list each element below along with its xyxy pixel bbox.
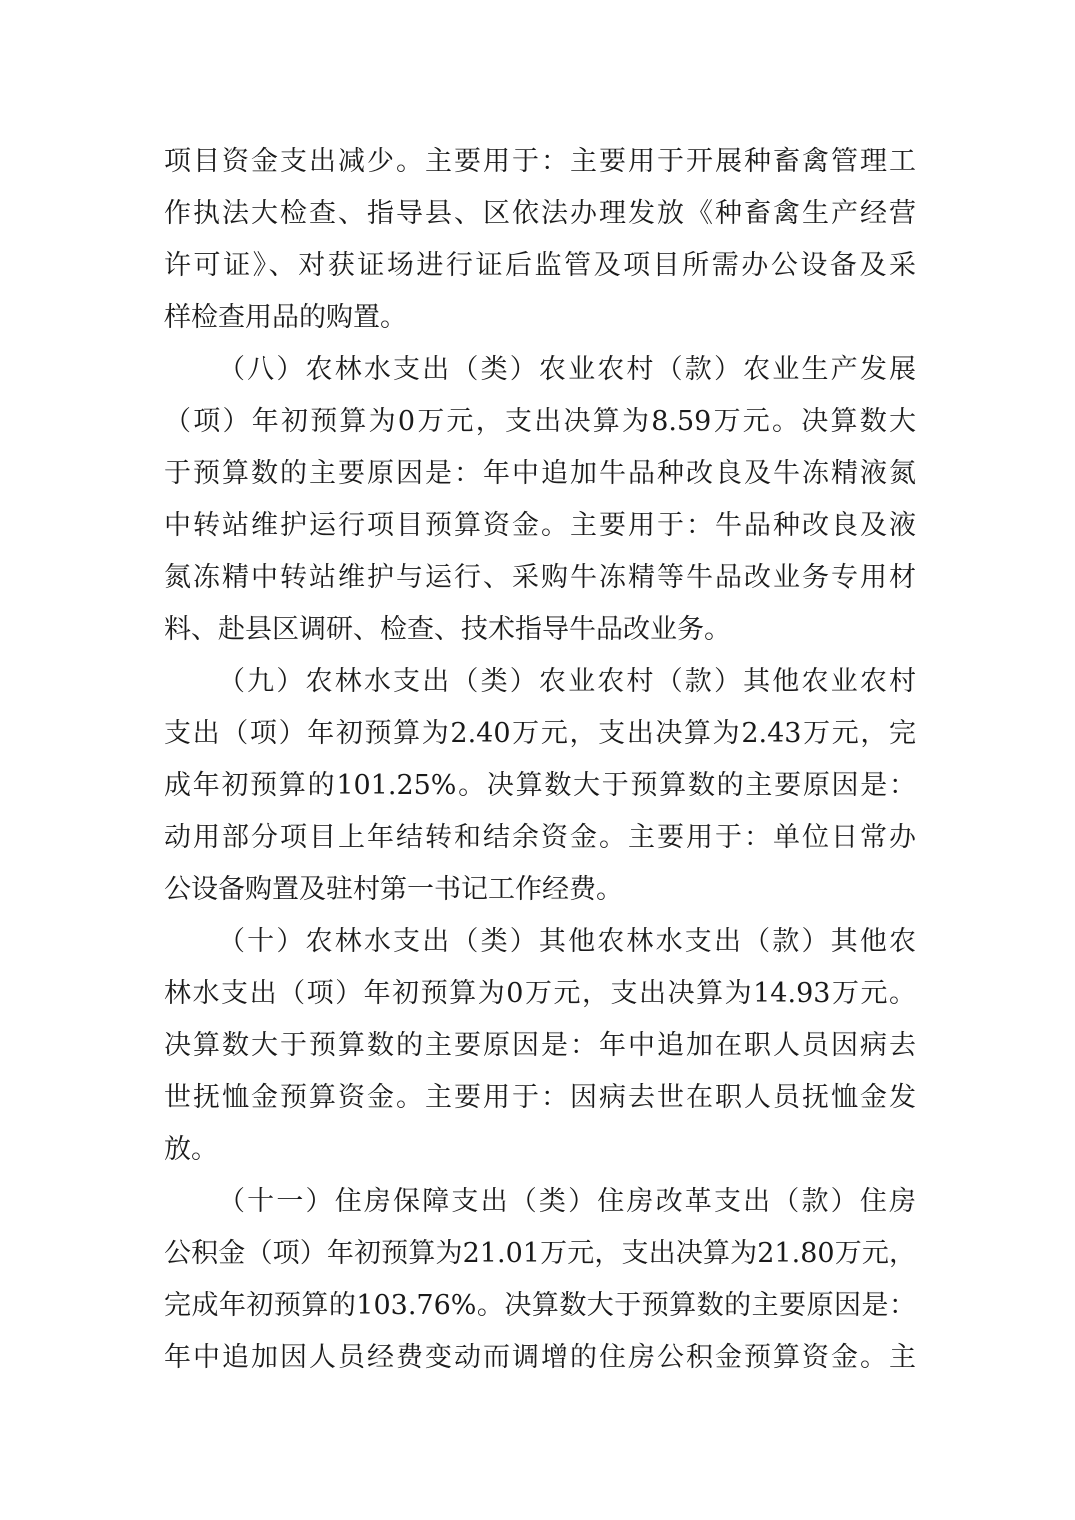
text-line: 成年初预算的101.25%。决算数大于预算数的主要原因是： xyxy=(164,770,916,801)
paragraph-first-line: （十一）住房保障支出（类）住房改革支出（款）住房 xyxy=(218,1186,916,1217)
text-line: 料、赴县区调研、检查、技术指导牛品改业务。 xyxy=(164,614,731,645)
text-line: 作执法大检查、指导县、区依法办理发放《种畜禽生产经营 xyxy=(164,198,916,229)
text-line: 林水支出（项）年初预算为0万元，支出决算为14.93万元。 xyxy=(164,978,916,1009)
text-line: 公积金（项）年初预算为21.01万元，支出决算为21.80万元， xyxy=(164,1238,916,1269)
text-line: 氮冻精中转站维护与运行、采购牛冻精等牛品改业务专用材 xyxy=(164,562,916,593)
text-line: 样检查用品的购置。 xyxy=(164,302,407,333)
text-line: 动用部分项目上年结转和结余资金。主要用于：单位日常办 xyxy=(164,822,916,853)
text-line: 完成年初预算的103.76%。决算数大于预算数的主要原因是： xyxy=(164,1290,916,1321)
text-line: （项）年初预算为0万元，支出决算为8.59万元。决算数大 xyxy=(164,406,916,437)
paragraph-first-line: （八）农林水支出（类）农业农村（款）农业生产发展 xyxy=(218,354,916,385)
text-line: 中转站维护运行项目预算资金。主要用于：牛品种改良及液 xyxy=(164,510,916,541)
text-line: 公设备购置及驻村第一书记工作经费。 xyxy=(164,874,623,905)
paragraph-first-line: （十）农林水支出（类）其他农林水支出（款）其他农 xyxy=(218,926,916,957)
text-line: 放。 xyxy=(164,1134,218,1165)
text-line: 决算数大于预算数的主要原因是：年中追加在职人员因病去 xyxy=(164,1030,916,1061)
text-line: 世抚恤金预算资金。主要用于：因病去世在职人员抚恤金发 xyxy=(164,1082,916,1113)
text-line: 年中追加因人员经费变动而调增的住房公积金预算资金。主 xyxy=(164,1342,916,1373)
text-line: 支出（项）年初预算为2.40万元，支出决算为2.43万元，完 xyxy=(164,718,916,749)
text-line: 于预算数的主要原因是：年中追加牛品种改良及牛冻精液氮 xyxy=(164,458,916,489)
text-line: 许可证》、对获证场进行证后监管及项目所需办公设备及采 xyxy=(164,250,916,281)
paragraph-first-line: （九）农林水支出（类）农业农村（款）其他农业农村 xyxy=(218,666,916,697)
body-text xyxy=(164,142,916,1390)
text-line: 项目资金支出减少。主要用于：主要用于开展种畜禽管理工 xyxy=(164,146,916,177)
